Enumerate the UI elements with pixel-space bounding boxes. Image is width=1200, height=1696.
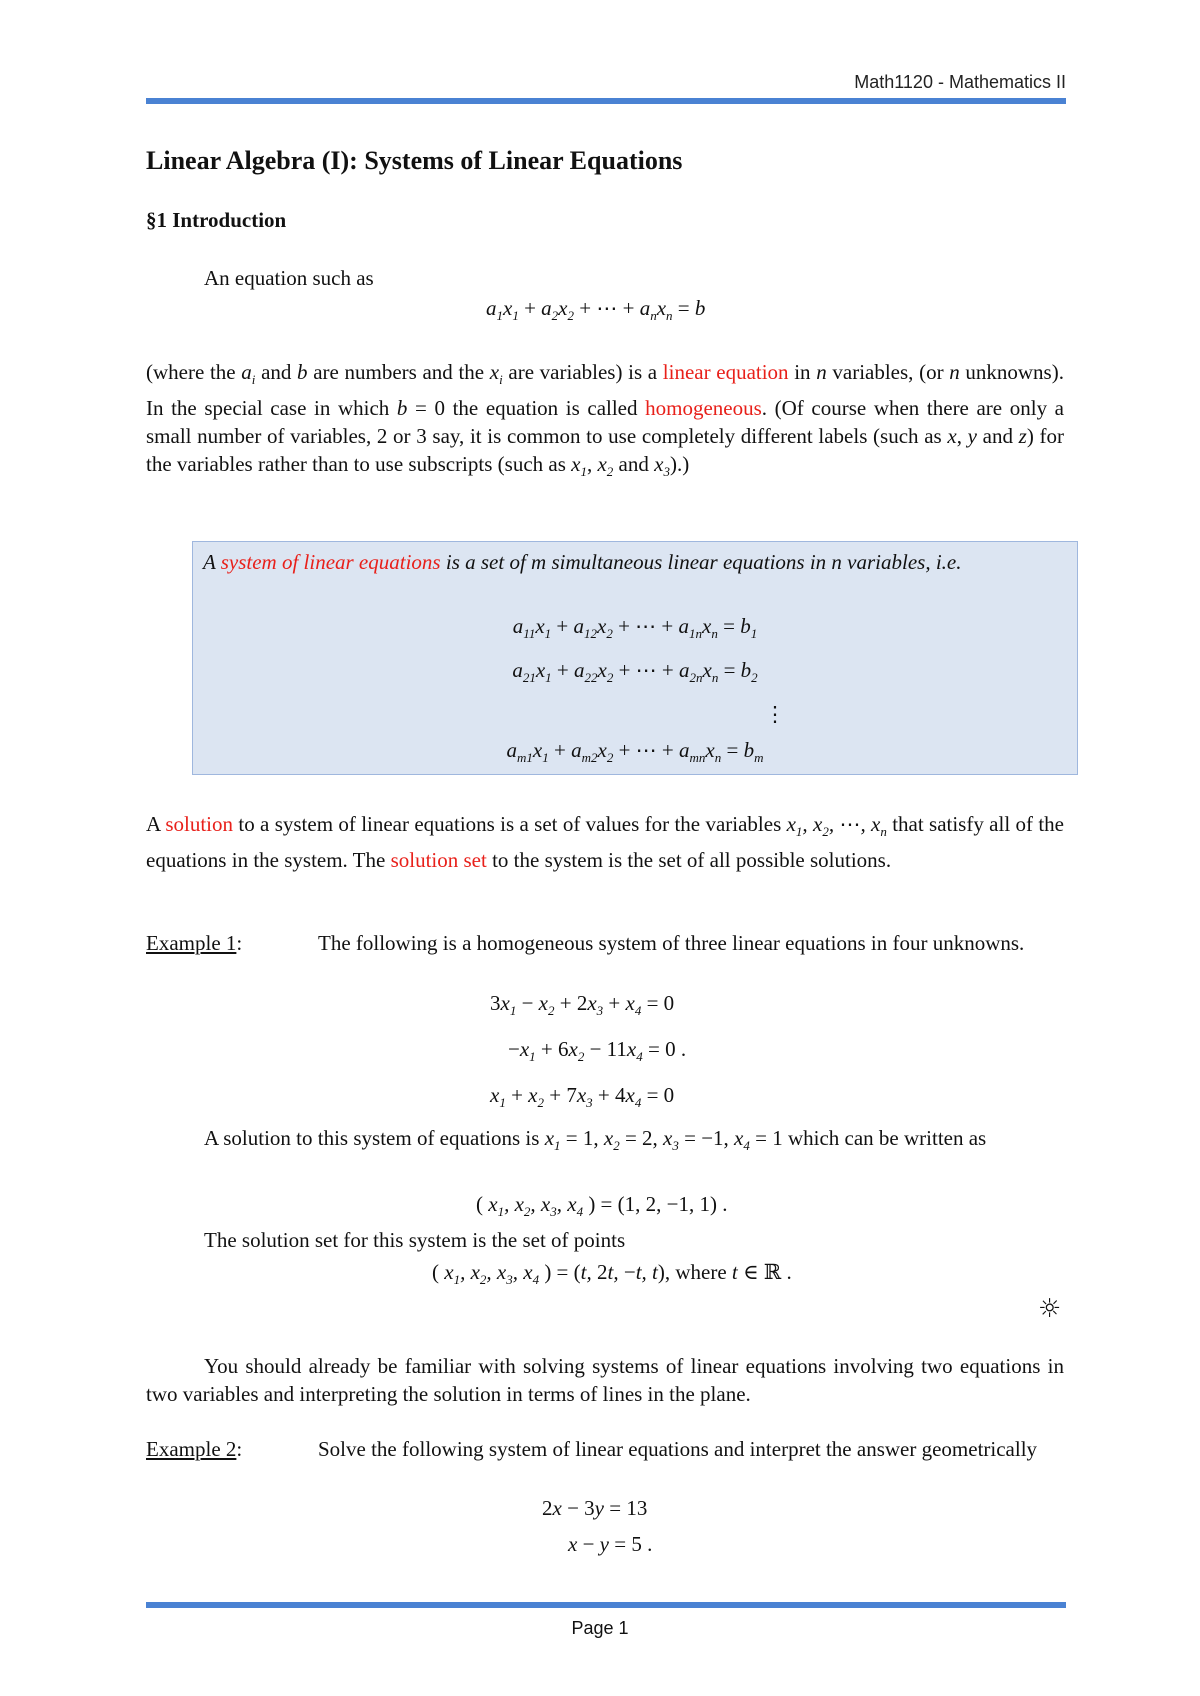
general-equation: $a_1x_1 + a_2x_2$ + ⋯ + $a_nx_n = b$ — [486, 296, 706, 324]
term-solution-set: solution set — [390, 848, 487, 873]
example1-label: Example 1 — [146, 931, 237, 955]
term-solution: solution — [165, 812, 234, 836]
end-of-example-icon: ☼ — [1038, 1294, 1062, 1324]
example2-heading: Example 2: — [146, 1437, 243, 1461]
example1-solution-text: A solution to this system of equations is $x_1 = 1$, $x_2 = 2$, $x_3 = -1$, $x_4 = 1$ which can be written as — [204, 1126, 987, 1154]
header-rule — [146, 98, 1066, 104]
example2-label: Example 2 — [146, 1437, 237, 1461]
definition-text: A system of linear equations is a set of m simultaneous linear equations in n variables, i.e. — [203, 550, 962, 574]
section-heading: §1 Introduction — [146, 208, 287, 232]
example1-solution-set-text: The solution set for this system is the set of points — [204, 1228, 626, 1252]
example1-solution-tuple: ( $x_1$, $x_2$, $x_3$, $x_4$ ) = (1, 2, −1, 1) . — [476, 1192, 728, 1220]
intro-text: An equation such as — [204, 266, 374, 290]
example1-system: $3x_1 - x_2 + 2x_3 + x_4 = 0$ $-x_1 + 6x_2 - 11x_4 = 0$ . $x_1 + x_2 + 7x_3 + 4x_4 = 0$ — [490, 991, 687, 1111]
term-linear-equation: linear equation — [662, 360, 789, 384]
definition-box — [192, 541, 1078, 775]
paragraph-solution: A solution to a system of linear equations is a set of values for the variables $x_1$, $x_2$, ⋯, $x_n$ that satisfy all of the equations in the system. The solution set to the system is the set of all possible solutions. — [146, 812, 1064, 873]
term-system-of-linear-equations: system of linear equations — [220, 550, 441, 574]
course-name: Math1120 - Mathematics II — [854, 72, 1066, 92]
example1-heading: Example 1: — [146, 931, 243, 955]
example1-text: The following is a homogeneous system of three linear equations in four unknowns. — [318, 931, 1025, 955]
paragraph-familiar: You should already be familiar with solving systems of linear equations involving two equations in two variables and interpreting the solution in terms of lines in the plane. — [146, 1354, 1064, 1406]
page-number: Page 1 — [571, 1618, 629, 1638]
paragraph-linear-equation: (where the $a_i$ and b are numbers and the $x_i$ are variables) is a linear equation in n variables, (or n unknowns). In the special case in which b = 0 the equation is called homogeneous. (Of course when there are only a small number of variables, 2 or 3 say, it is common to use completely different labels (such as x, y and z) for the variables rather than to use subscripts (such as $x_1$, $x_2$ and $x_3$).) — [146, 360, 1064, 480]
example1-solution-set: ( $x_1$, $x_2$, $x_3$, $x_4$ ) = (t, 2t, −t, t), where t ∈ ℝ . — [432, 1260, 792, 1288]
page-header — [854, 72, 1066, 93]
document-title: Linear Algebra (I): Systems of Linear Equations — [146, 146, 683, 175]
system-equations: $a_{11}x_1 + a_{12}x_2$ + ⋯ + $a_{1n}x_n = b_1$ $a_{21}x_1 + a_{22}x_2$ + ⋯ + $a_{2n}x_n = b_2$ ⋮ $a_{m1}x_1 + a_{m2}x_2$ + ⋯ + $a_{mn}x_n = b_m$ — [506, 614, 786, 766]
term-homogeneous: homogeneous — [645, 396, 762, 421]
example2-system: 2x − 3y = 13 x − y = 5 . — [542, 1496, 653, 1556]
footer-rule — [146, 1602, 1066, 1608]
example2-text: Solve the following system of linear equations and interpret the answer geometrically — [318, 1437, 1038, 1461]
